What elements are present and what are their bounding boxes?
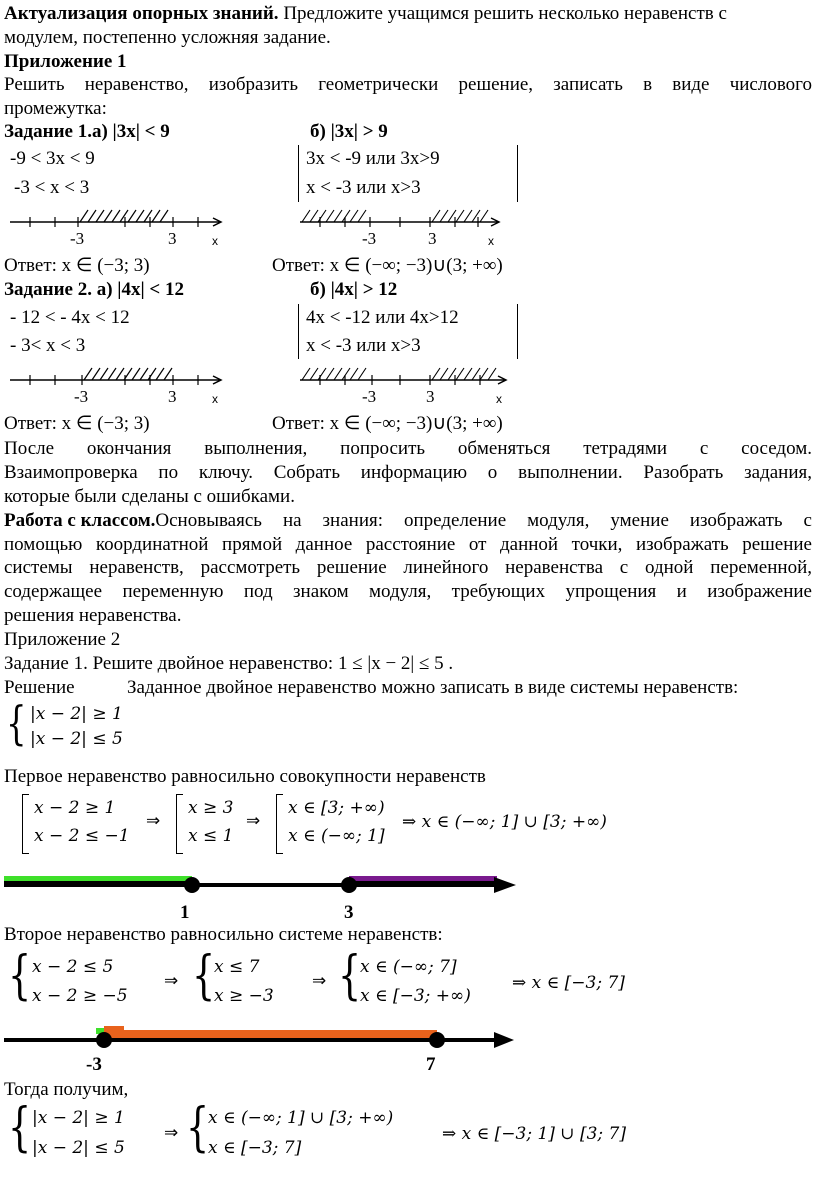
task2-label-a: Задание 2. а) |4x| < 12: [4, 279, 184, 300]
first-text: Первое неравенство равносильно совокупности неравенств: [4, 766, 486, 787]
first-a-line2: x − 2 ≤ −1: [34, 826, 130, 846]
after-line-2: Взаимопроверка по ключу. Собрать информацию о выполнении. Разобрать задания,: [4, 462, 812, 483]
first-result: ⇒ x ∈ (−∞; 1] ∪ [3; +∞): [402, 812, 607, 832]
second-a-line2: x − 2 ≥ −5: [32, 986, 128, 1006]
task1-a-tick-3: 3: [168, 229, 177, 248]
task2-a-line1: - 12 < - 4x < 12: [10, 307, 130, 328]
first-c-bracket: [276, 794, 283, 854]
first-arrow-1: ⇒: [146, 811, 161, 831]
first-c-line1: x ∈ [3; +∞): [288, 798, 385, 818]
first-c-line2: x ∈ (−∞; 1]: [288, 826, 385, 846]
after-line-1: После окончания выполнения, попросить обменяться тетрадями с соседом.: [4, 438, 812, 459]
task1-a-tick-neg3: -3: [70, 229, 85, 248]
task1-a-line1: -9 < 3x < 9: [10, 148, 95, 169]
task1-b-number-line: [300, 205, 510, 245]
first-arrow-2: ⇒: [246, 811, 261, 831]
task1-answer-a: Ответ: x ∈ (−3; 3): [4, 255, 150, 276]
task1-a-axis-x: x: [212, 234, 218, 248]
final-result: ⇒ x ∈ [−3; 1] ∪ [3; 7]: [442, 1124, 626, 1144]
first-a-line1: x − 2 ≥ 1: [34, 798, 116, 818]
work-line-5: решения неравенства.: [4, 605, 182, 626]
task2-b-line2: x < -3 или x>3: [306, 335, 421, 356]
task2-b-tick-neg3: -3: [362, 387, 377, 406]
task1-label-b: б) |3x| > 9: [310, 121, 388, 142]
final-b-line1: x ∈ (−∞; 1] ∪ [3; +∞): [208, 1108, 394, 1128]
point-3: [341, 877, 357, 893]
task1-answer-b: Ответ: x ∈ (−∞; −3)∪(3; +∞): [272, 255, 503, 276]
task2-a-number-line: [10, 363, 230, 403]
second-arrow-2: ⇒: [312, 971, 327, 991]
second-b-brace: {: [192, 946, 216, 1006]
final-b-line2: x ∈ [−3; 7]: [208, 1138, 302, 1158]
second-arrow-1: ⇒: [164, 971, 179, 991]
work-line-1: [4, 509, 812, 533]
final-arrow: ⇒: [164, 1123, 179, 1143]
task2-divider-right: [517, 304, 518, 359]
point-7: [429, 1032, 445, 1048]
task1-a-number-line: [10, 205, 230, 245]
task2-a-line2: - 3< x < 3: [10, 335, 86, 356]
task2-b-tick-3: 3: [426, 387, 435, 406]
second-text: Второе неравенство равносильно системе неравенств:: [4, 924, 443, 945]
solution-label: Решение: [4, 677, 75, 698]
task2-answer-b: Ответ: x ∈ (−∞; −3)∪(3; +∞): [272, 413, 503, 434]
work-line-2: помощью координатной прямой данное расстояние от данной точки, изображать решение: [4, 534, 812, 555]
work-heading: Работа с классом.: [4, 510, 156, 531]
task2-b-axis-x: x: [496, 392, 502, 406]
task2-a-axis-x: x: [212, 392, 218, 406]
task1-divider-right: [517, 145, 518, 202]
task1-b-line2: x < -3 или x>3: [306, 177, 421, 198]
task1-a-line2: -3 < x < 3: [14, 177, 90, 198]
task2-a-tick-3: 3: [168, 387, 177, 406]
system0-brace: {: [6, 696, 27, 750]
intro-heading: Актуализация опорных знаний.: [4, 3, 279, 24]
second-c-line2: x ∈ [−3; +∞): [360, 986, 471, 1006]
task1-b-tick-neg3: -3: [362, 229, 377, 248]
final-a-brace: {: [8, 1098, 32, 1158]
first-b-line1: x ≥ 3: [188, 798, 234, 818]
final-b-brace: {: [186, 1098, 210, 1158]
purple-interval: [349, 876, 497, 881]
app2-title: Приложение 2: [4, 629, 121, 650]
after-line-3: которые были сделаны с ошибками.: [4, 486, 295, 507]
task2-label-b: б) |4x| > 12: [310, 279, 398, 300]
second-a-line1: x − 2 ≤ 5: [32, 957, 114, 977]
solution-text: Заданное двойное неравенство можно записать в виде системы неравенств:: [127, 677, 739, 698]
final-a-line1: |x − 2| ≥ 1: [32, 1108, 125, 1128]
point-1: [184, 877, 200, 893]
work-text-1: Основываясь на знания: определение модуля, умение изображать с: [155, 510, 812, 531]
app1-desc-2: промежутка:: [4, 98, 107, 119]
task2-divider-left: [298, 304, 299, 359]
first-line-label-3: 3: [344, 902, 354, 923]
second-b-line2: x ≥ −3: [214, 986, 274, 1006]
intro-line-1: [4, 2, 812, 26]
second-line-label-7: 7: [426, 1054, 436, 1075]
app1-title: Приложение 1: [4, 51, 127, 72]
task2-answer-a: Ответ: x ∈ (−3; 3): [4, 413, 150, 434]
second-a-brace: {: [8, 946, 32, 1006]
second-c-brace: {: [338, 946, 362, 1006]
green-interval: [4, 876, 192, 881]
task1-b-tick-3: 3: [428, 229, 437, 248]
work-line-4: содержащее переменную под знаком модуля, требующих упрощения и изображение: [4, 581, 812, 602]
final-a-line2: |x − 2| ≤ 5: [32, 1138, 125, 1158]
task2-a-tick-neg3: -3: [74, 387, 89, 406]
app1-desc-1: Решить неравенство, изобразить геометрически решение, записать в виде числового: [4, 74, 812, 95]
point-neg3: [96, 1032, 112, 1048]
app2-task: Задание 1. Решите двойное неравенство: 1 ≤ |x − 2| ≤ 5 .: [4, 653, 454, 674]
second-c-line1: x ∈ (−∞; 7]: [360, 957, 457, 977]
second-line-label-neg3: -3: [86, 1054, 102, 1075]
second-number-line: [0, 1022, 520, 1062]
second-result: ⇒ x ∈ [−3; 7]: [512, 973, 625, 993]
then-text: Тогда получим,: [4, 1079, 129, 1100]
task2-b-line1: 4x < -12 или 4x>12: [306, 307, 459, 328]
first-b-line2: x ≤ 1: [188, 826, 234, 846]
first-b-bracket: [176, 794, 183, 854]
first-number-line: [0, 866, 520, 906]
task2-b-number-line: [300, 363, 515, 403]
second-b-line1: x ≤ 7: [214, 957, 260, 977]
work-line-3: системы неравенств, рассмотреть решение линейного неравенства с одной переменной,: [4, 557, 812, 578]
system0-line1: |x − 2| ≥ 1: [30, 704, 123, 724]
task1-label-a: Задание 1.а) |3x| < 9: [4, 121, 170, 142]
orange-interval: [104, 1030, 437, 1038]
task1-b-axis-x: x: [488, 234, 494, 248]
task1-divider-left: [298, 145, 299, 202]
first-line-label-1: 1: [180, 902, 190, 923]
task1-b-line1: 3x < -9 или 3x>9: [306, 148, 440, 169]
system0-line2: |x − 2| ≤ 5: [30, 729, 123, 749]
first-a-bracket: [22, 794, 29, 854]
intro-text-1: Предложите учащимся решить несколько неравенств с: [278, 3, 727, 24]
intro-text-2: модулем, постепенно усложняя задание.: [4, 27, 331, 48]
